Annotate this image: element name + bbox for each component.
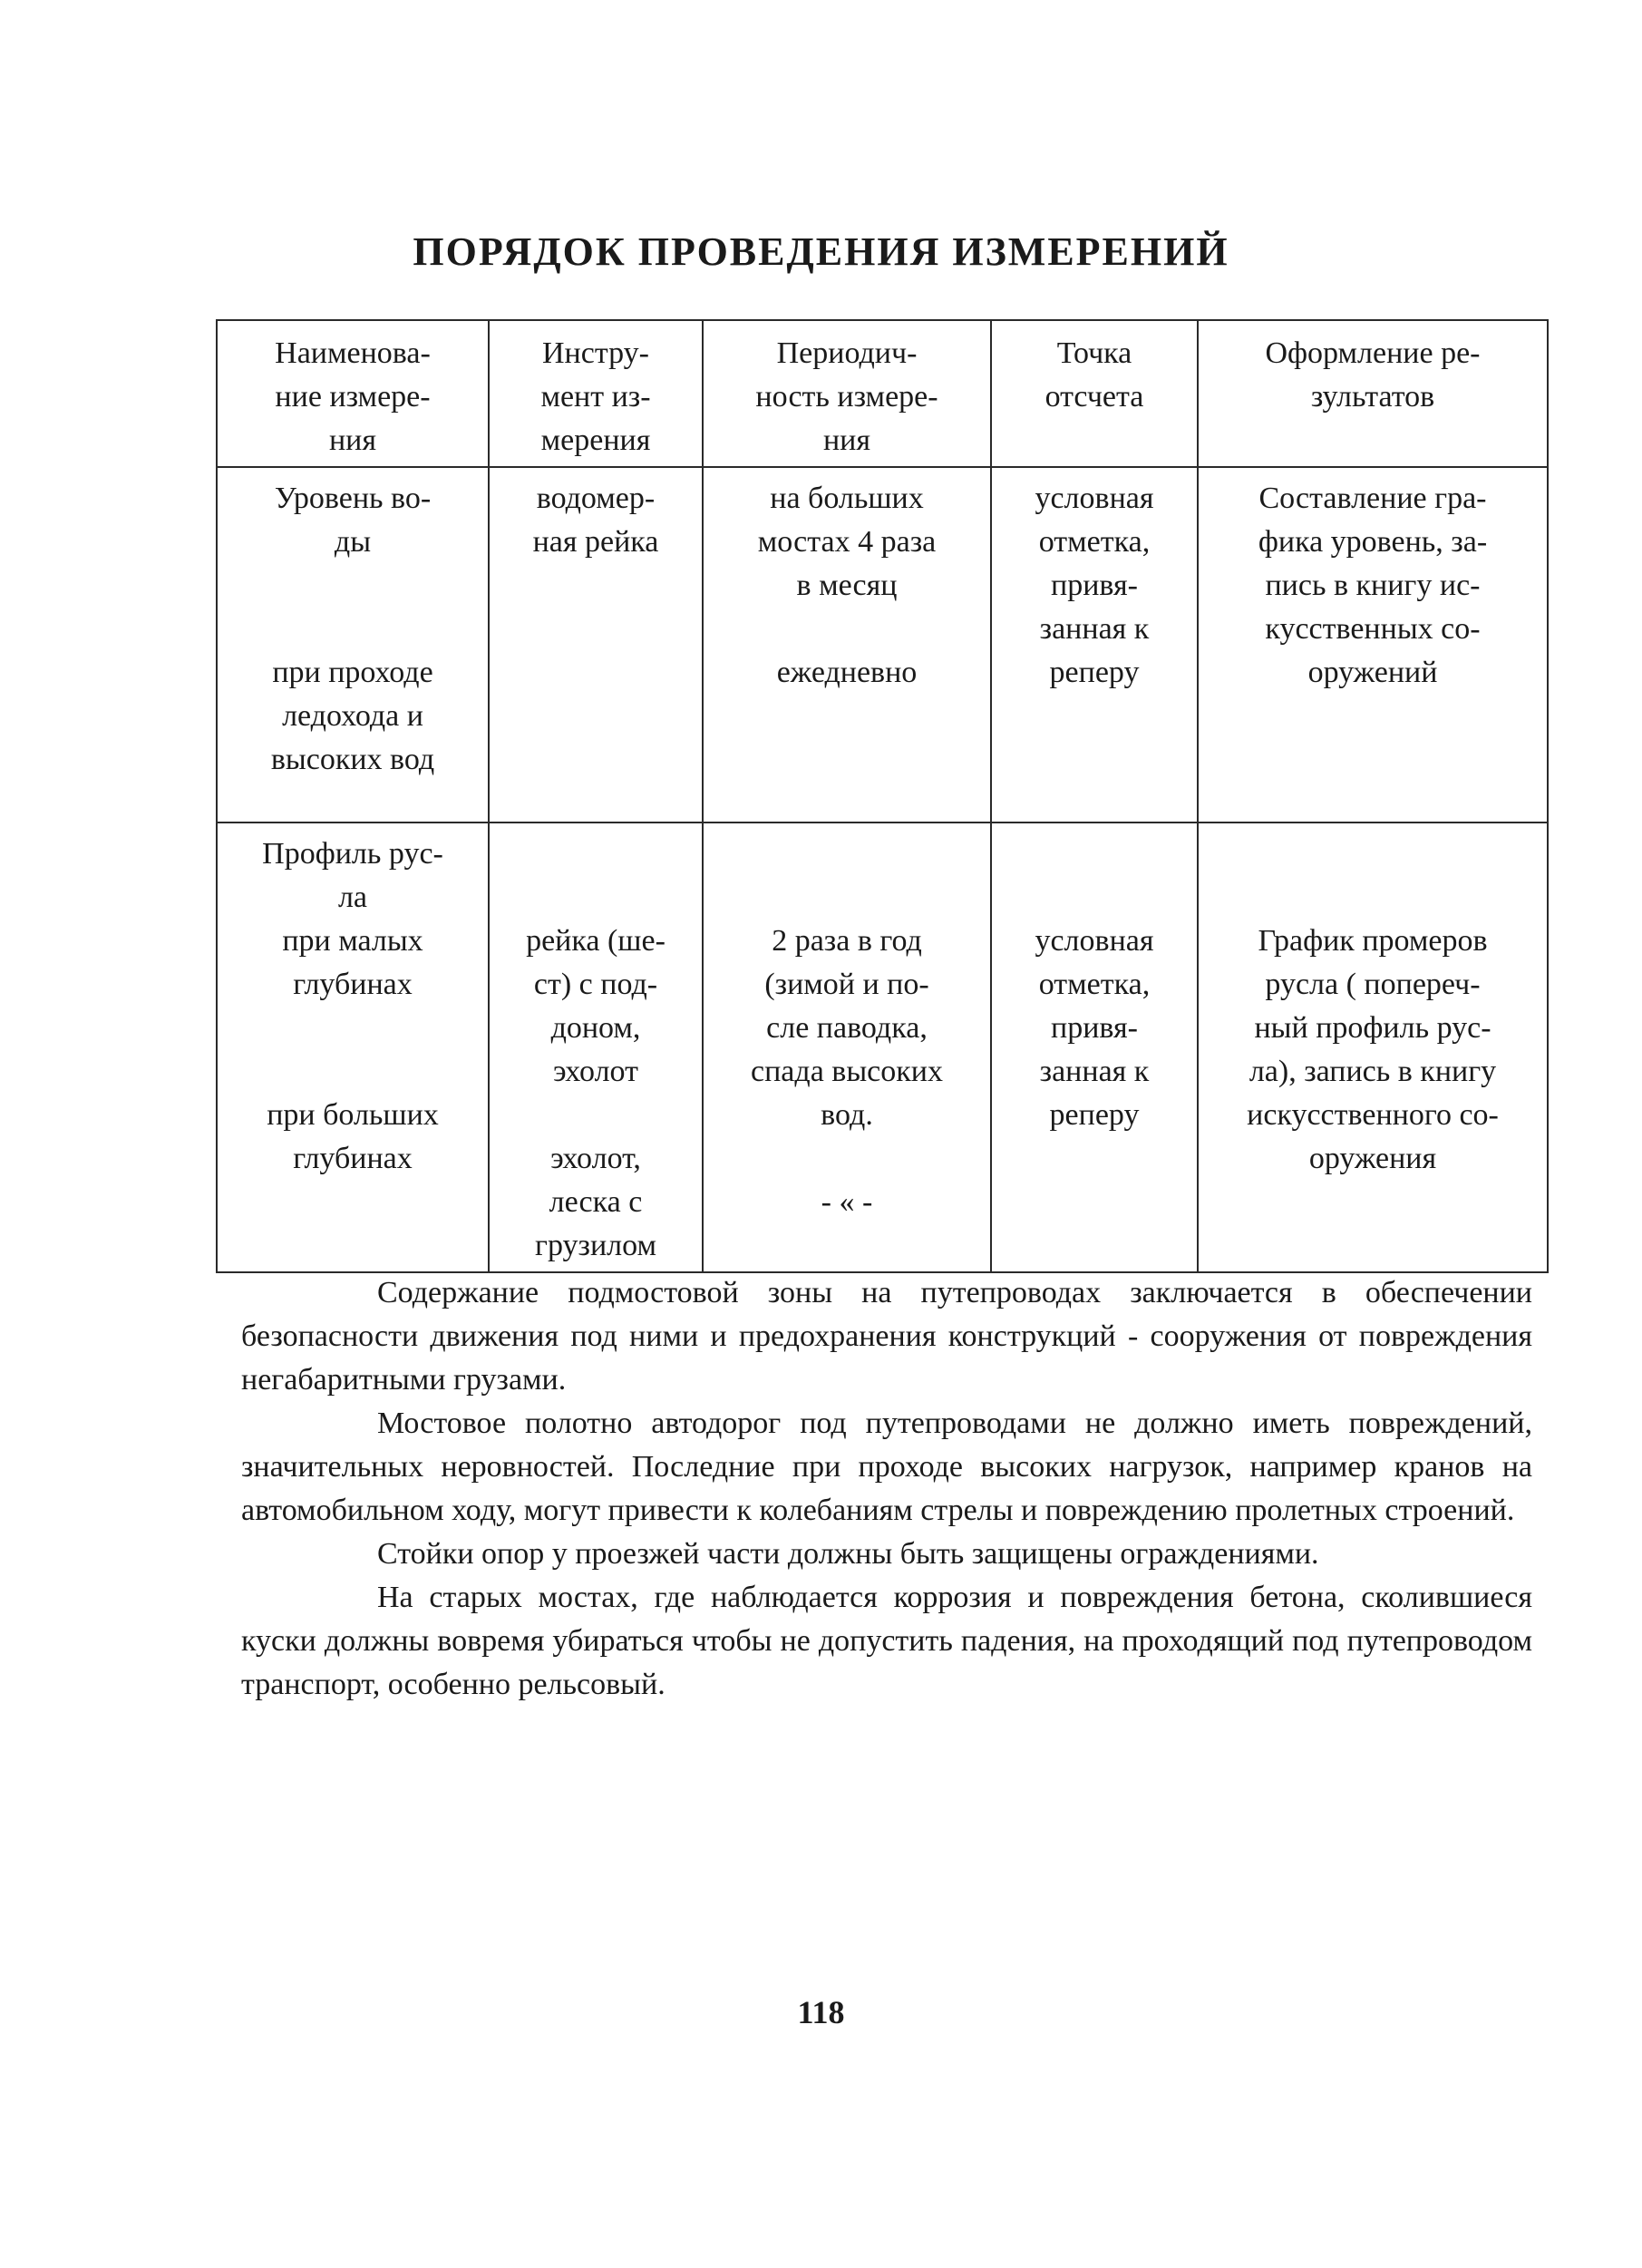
header-cell: Периодич- ность измере- ния (703, 320, 991, 467)
table-cell: на больших мостах 4 раза в месяц ежедневно (703, 467, 991, 823)
table-cell: условная отметка, привя- занная к реперу (991, 467, 1198, 823)
header-cell: Оформление ре- зультатов (1198, 320, 1548, 467)
header-cell: Точка отсчета (991, 320, 1198, 467)
table-cell: условная отметка, привя- занная к реперу (991, 823, 1198, 1272)
table-row (217, 467, 1548, 823)
header-cell: Наименова- ние измере- ния (217, 320, 489, 467)
paragraph: Мостовое полотно автодорог под путепроводами не должно иметь повреждений, значительных неровностей. Последние при проходе высоких нагрузок, например кранов на автомобильном ходу, могут привести к колебаниям стрелы и повреждению пролетных строений. (241, 1407, 1532, 1527)
page-title: ПОРЯДОК ПРОВЕДЕНИЯ ИЗМЕРЕНИЙ (413, 229, 1229, 274)
table-cell: водомер- ная рейка (489, 467, 703, 823)
table-cell: График промеров русла ( попереч- ный профиль рус- ла), запись в книгу искусственного со- оружения (1198, 823, 1548, 1272)
table-cell: рейка (ше- ст) с под- доном, эхолот эхолот, леска с грузилом (489, 823, 703, 1272)
table-row (217, 823, 1548, 1272)
table-cell: 2 раза в год (зимой и по- сле паводка, спада высоких вод. - « - (703, 823, 991, 1272)
paragraph: На старых мостах, где наблюдается коррозия и повреждения бетона, сколившиеся куски должны вовремя убираться чтобы не допустить падения, на проходящий под путепроводом транспорт, особенно рельсовый. (241, 1581, 1532, 1701)
paragraph: Содержание подмостовой зоны на путепроводах заключается в обеспечении безопасности движения под ними и предохранения конструкций - сооружения от повреждения негабаритными грузами. (241, 1276, 1532, 1397)
measurements-table (216, 319, 1549, 1273)
table-cell: Составление гра- фика уровень, за- пись в книгу ис- кусственных со- оружений (1198, 467, 1548, 823)
body-text (241, 1271, 1532, 1707)
header-cell: Инстру- мент из- мерения (489, 320, 703, 467)
table-header-row (217, 320, 1548, 467)
table-cell: Уровень во- ды при проходе ледохода и высоких вод (217, 467, 489, 823)
paragraph: Стойки опор у проезжей части должны быть защищены ограждениями. (377, 1537, 1319, 1571)
table-cell: Профиль рус- ла при малых глубинах при больших глубинах (217, 823, 489, 1272)
page-number: 118 (797, 1994, 845, 2030)
